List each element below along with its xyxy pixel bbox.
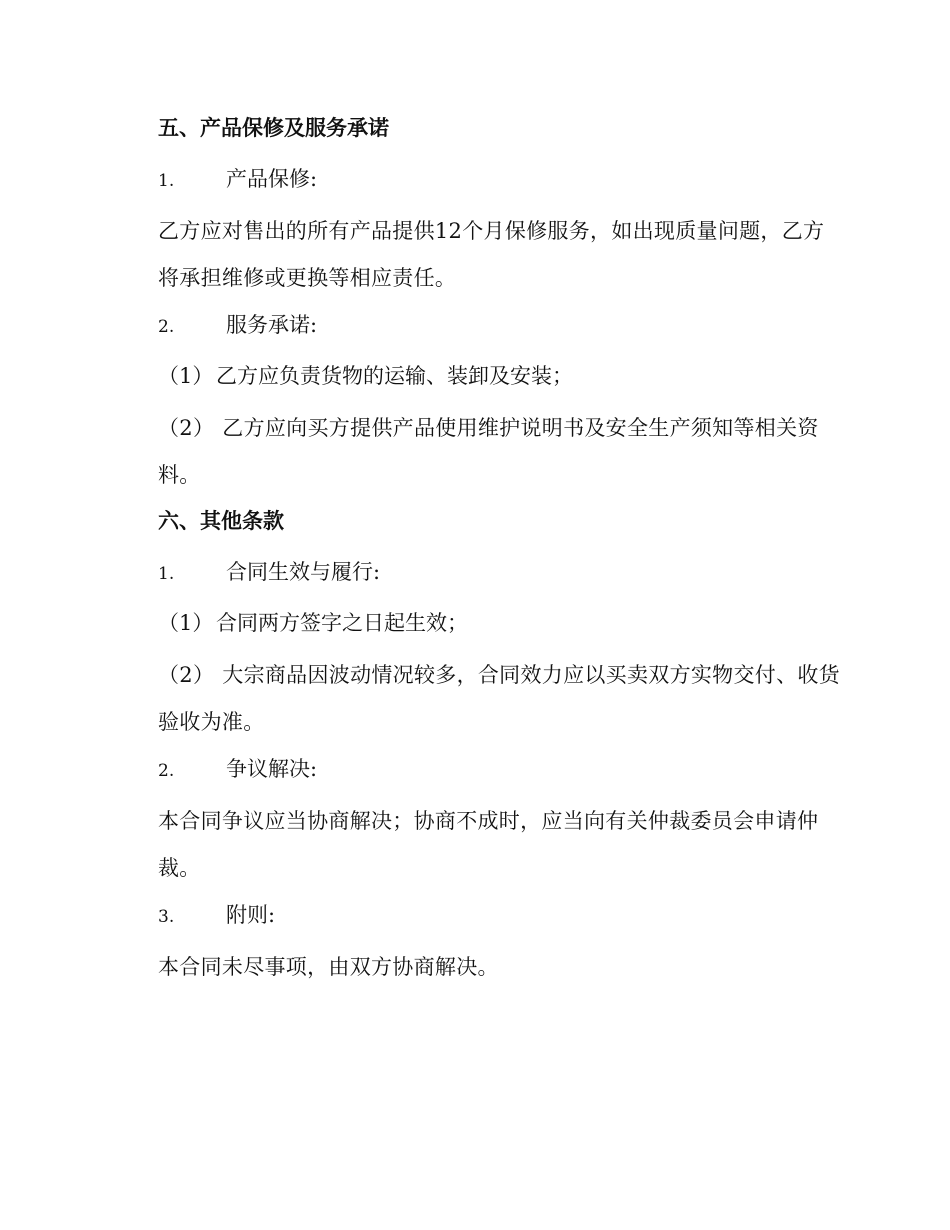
section-5-item-1-text [114,208,844,302]
sub-item-number: （2） [158,416,215,440]
item-number: 1. [158,171,175,191]
sub-item-text: 大宗商品因波动情况较多，合同效力应以买卖双方实物交付、收货验收为准。 [158,663,840,734]
item-number: 2. [158,761,175,781]
section-6-item-1-sub-2 [114,652,844,746]
sub-item-line [114,405,844,499]
sub-item-text: 乙方应向买方提供产品使用维护说明书及安全生产须知等相关资料。 [158,416,819,487]
item-label: 合同生效与履行: [226,560,381,584]
section-5-heading-text: 五、产品保修及服务承诺 [158,116,389,140]
item-label: 争议解决: [226,757,318,781]
item-number: 3. [158,907,175,927]
section-6-heading-text: 六、其他条款 [158,509,284,533]
item-number: 1. [158,564,175,584]
sub-item-text: 乙方应负责货物的运输、装卸及安装； [216,364,573,388]
paragraph-text: 乙方应对售出的所有产品提供12个月保修服务，如出现质量问题，乙方将承担维修或更换等相应责任。 [158,219,825,290]
sub-item-number: （2） [158,663,215,687]
section-6-item-3-text [114,944,844,991]
sub-item-text: 合同两方签字之日起生效； [216,611,468,635]
item-label: 服务承诺: [226,313,318,337]
item-number: 2. [158,317,175,337]
paragraph-text: 本合同未尽事项，由双方协商解决。 [158,955,499,979]
section-6-item-2-text [114,798,844,892]
item-label: 附则: [226,903,276,927]
sub-item-number: （1） [158,364,214,388]
section-5-item-2-sub-2 [114,405,844,499]
paragraph-text: 本合同争议应当协商解决；协商不成时，应当向有关仲裁委员会申请仲裁。 [158,809,819,880]
item-label: 产品保修: [226,167,318,191]
sub-item-number: （1） [158,611,214,635]
sub-item-line [114,652,844,746]
